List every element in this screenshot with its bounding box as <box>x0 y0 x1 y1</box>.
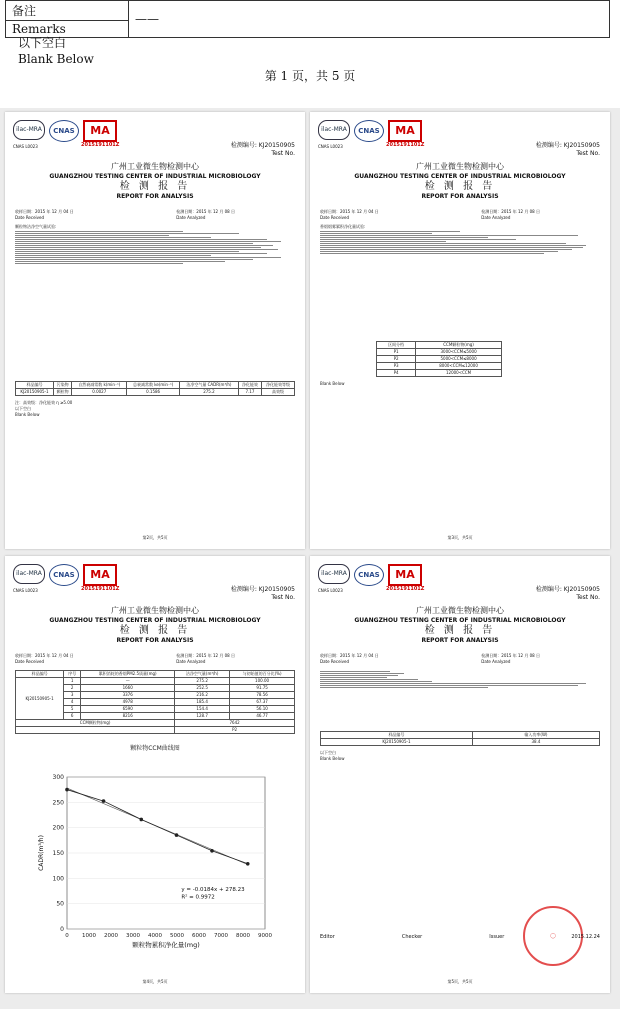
cnas-number: CNAS L0023 <box>13 588 38 593</box>
sheet-footer: 第3页，共5页 <box>447 535 473 540</box>
sheet3-body <box>320 224 600 387</box>
table-cell: 6 <box>64 713 81 720</box>
result-table <box>15 381 295 396</box>
data-point <box>102 799 106 803</box>
ilac-logo: ilac-MRA <box>13 120 45 140</box>
ma-logo: MA <box>388 564 422 586</box>
table-row <box>377 370 502 377</box>
cnas-logo: CNAS <box>49 564 79 586</box>
subject: 颗粒物洁净空气量试验: <box>15 224 57 229</box>
table-cell: 1 <box>64 678 81 685</box>
report-number <box>536 142 600 158</box>
power-table <box>320 731 600 746</box>
blank-below-cn: 以下空白 <box>15 406 31 411</box>
remarks-value: —— <box>129 1 610 38</box>
date-analyzed-cn: 检测日期：2015 年 12 月 08 日 <box>481 209 540 214</box>
report-dates <box>320 653 600 664</box>
data-point <box>65 788 69 792</box>
y-tick-label: 150 <box>52 850 64 857</box>
center-en: GUANGZHOU TESTING CENTER OF INDUSTRIAL MICROBIOLOGY <box>354 617 566 624</box>
table-cell: 3000<CCM≤5000 <box>416 349 502 356</box>
cnas-number: CNAS L0023 <box>318 144 343 149</box>
x-tick-label: 5000 <box>170 933 184 939</box>
title-en: REPORT FOR ANALYSIS <box>116 193 194 200</box>
procedure-text-block <box>320 671 600 731</box>
procedure-text-block <box>320 231 600 341</box>
table-cell: 3 <box>64 692 81 699</box>
table-row <box>377 349 502 356</box>
date-analyzed <box>176 209 235 220</box>
x-tick-label: 9000 <box>258 933 272 939</box>
date-analyzed-en: Date Analyzed <box>176 658 206 664</box>
power-value: 38.4 <box>472 739 599 746</box>
date-received: 收样日期：2015 年 12 月 04 日 <box>320 653 379 658</box>
table-cell: 185.4 <box>175 699 230 706</box>
table-cell: 275.2 <box>175 678 230 685</box>
table-cell: 56.10 <box>230 706 295 713</box>
report-sheet-2 <box>5 112 305 549</box>
table-header-cell: 序号 <box>64 671 81 678</box>
data-point <box>175 833 179 837</box>
x-tick-label: 2000 <box>104 933 118 939</box>
test-no: Test No. <box>271 594 295 601</box>
table-cell: 12000<CCM <box>416 370 502 377</box>
sheet-footer: 第2页，共5页 <box>142 535 168 540</box>
x-tick-label: 0 <box>65 933 69 939</box>
table-cell: 5000<CCM≤8000 <box>416 356 502 363</box>
table-cell: 46.77 <box>230 713 295 720</box>
title-en: REPORT FOR ANALYSIS <box>116 637 194 644</box>
sig-checker: Checker <box>401 934 423 940</box>
remarks-label-en: Remarks <box>6 21 129 38</box>
table-cell: 67.37 <box>230 699 295 706</box>
x-tick-label: 4000 <box>148 933 162 939</box>
power-th-sample: 样品编号 <box>321 732 473 739</box>
report-heading <box>310 162 610 202</box>
table-header-cell: 洁净空气量 CADR(m³/h) <box>180 382 239 389</box>
blank-below <box>18 35 94 67</box>
report-number <box>231 586 295 602</box>
power-th-power: 输入功率(W) <box>472 732 599 739</box>
grade-value: P2 <box>175 727 295 734</box>
ccm-label: CCM颗粒物(mg) <box>16 720 175 727</box>
x-tick-label: 6000 <box>192 933 206 939</box>
y-tick-label: 0 <box>60 926 64 933</box>
table-cell: 154.4 <box>175 706 230 713</box>
y-axis-label: CADR(m³/h) <box>38 835 45 871</box>
table-cell: 0.0027 <box>72 389 127 396</box>
title-cn: 检 测 报 告 <box>424 181 496 192</box>
table-header-cell: 样品编号 <box>16 671 64 678</box>
cnas-number: CNAS L0023 <box>318 588 343 593</box>
cnas-logo: CNAS <box>49 120 79 142</box>
table-cell: 275.2 <box>180 389 239 396</box>
ma-logo: MA <box>83 564 117 586</box>
table-cell: KJ20150905-1 <box>16 389 54 396</box>
date-analyzed-cn: 检测日期：2015 年 12 月 08 日 <box>176 209 235 214</box>
table-cell: 252.5 <box>175 685 230 692</box>
grade-table <box>376 341 502 377</box>
report-no: 检测编号: KJ20150905 <box>230 586 295 593</box>
procedure-text-block <box>15 231 295 381</box>
table-cell: P4 <box>377 370 416 377</box>
report-no: 检测编号: KJ20150905 <box>535 586 600 593</box>
y-tick-label: 100 <box>52 875 64 883</box>
data-line <box>67 790 248 864</box>
title-en: REPORT FOR ANALYSIS <box>421 193 499 200</box>
x-tick-label: 1000 <box>82 933 96 939</box>
table-cell: 7.17 <box>238 389 261 396</box>
date-received-en: Date Received <box>15 214 45 220</box>
report-dates <box>320 209 600 220</box>
report-no: 检测编号: KJ20150905 <box>535 142 600 149</box>
ma-logo: MA <box>83 120 117 142</box>
sheet4-body <box>15 670 295 752</box>
date-received-en: Date Received <box>320 658 350 664</box>
table-cell: 78.56 <box>230 692 295 699</box>
remarks-label-cn: 备注 <box>6 1 129 21</box>
date-received: 收样日期：2015 年 12 月 04 日 <box>15 209 74 214</box>
data-point <box>139 818 143 822</box>
table-header-cell: 样品编号 <box>16 382 54 389</box>
report-heading <box>310 606 610 646</box>
date-analyzed <box>481 209 540 220</box>
date-analyzed-en: Date Analyzed <box>481 214 511 220</box>
date-analyzed-en: Date Analyzed <box>176 214 206 220</box>
sig-issuer: Issuer <box>489 934 505 940</box>
table-row <box>377 356 502 363</box>
table-cell: 高效级 <box>262 389 295 396</box>
table-header-cell: 净化能效 <box>238 382 261 389</box>
date-received-en: Date Received <box>320 214 350 220</box>
table-cell: 0.1586 <box>127 389 180 396</box>
report-sheet-3 <box>310 112 610 549</box>
table-header-cell: 总衰减常数 ke(min⁻¹) <box>127 382 180 389</box>
table-header-cell: 区间分档 <box>377 342 416 349</box>
previous-page-tail <box>0 0 620 109</box>
table-cell: 6590 <box>81 706 175 713</box>
date-analyzed <box>481 653 540 664</box>
ilac-logo: ilac-MRA <box>13 564 45 584</box>
y-tick-label: 50 <box>56 900 64 908</box>
table-cell: P3 <box>377 363 416 370</box>
sheet5-body <box>320 670 600 762</box>
ma-number: 2015191101Z <box>81 142 120 148</box>
table-row <box>377 363 502 370</box>
report-no: 检测编号: KJ20150905 <box>230 142 295 149</box>
table-header-cell: 与初始值的百分比(%) <box>230 671 295 678</box>
table-header-cell: 自然衰减常数 k(min⁻¹) <box>72 382 127 389</box>
table-cell: 4978 <box>81 699 175 706</box>
x-tick-label: 8000 <box>236 933 250 939</box>
table-cell: 216.2 <box>175 692 230 699</box>
date-analyzed-en: Date Analyzed <box>481 658 511 664</box>
title-cn: 检 测 报 告 <box>119 181 191 192</box>
table-cell: 8000<CCM≤12000 <box>416 363 502 370</box>
table-cell: 4 <box>64 699 81 706</box>
blank-below-en: Blank Below <box>320 381 345 386</box>
date-analyzed-cn: 检测日期：2015 年 12 月 08 日 <box>481 653 540 658</box>
report-heading <box>5 162 305 202</box>
blank-below-en: Blank Below <box>18 52 94 66</box>
center-en: GUANGZHOU TESTING CENTER OF INDUSTRIAL MICROBIOLOGY <box>49 173 261 180</box>
y-tick-label: 300 <box>52 774 64 781</box>
title-cn: 检 测 报 告 <box>424 625 496 636</box>
cnas-logo: CNAS <box>354 564 384 586</box>
report-number <box>536 586 600 602</box>
data-point <box>246 862 250 866</box>
date-received: 收样日期：2015 年 12 月 04 日 <box>320 209 379 214</box>
x-axis-label: 颗粒物累积净化量(mg) <box>132 941 200 949</box>
sample-cell: KJ20150905-1 <box>16 678 64 720</box>
table-cell: 颗粒物 <box>54 389 72 396</box>
report-sheet-4 <box>5 556 305 993</box>
fit-equation: y = -0.0184x + 278.23 <box>181 887 245 893</box>
center-en: GUANGZHOU TESTING CENTER OF INDUSTRIAL MICROBIOLOGY <box>354 173 566 180</box>
cnas-logo: CNAS <box>354 120 384 142</box>
date-received: 收样日期：2015 年 12 月 04 日 <box>15 653 74 658</box>
sheet-footer: 第5页，共5页 <box>447 979 473 984</box>
report-dates <box>15 653 295 664</box>
r-squared: R² = 0.9972 <box>181 894 215 901</box>
table-cell: — <box>81 678 175 685</box>
ma-number: 2015191101Z <box>81 586 120 592</box>
test-no: Test No. <box>271 150 295 157</box>
table-cell: 3376 <box>81 692 175 699</box>
blank-below-en: Blank Below <box>15 412 40 417</box>
blank-below-en: Blank Below <box>320 756 345 761</box>
table-header-cell: 洁净空气量(m³/h) <box>175 671 230 678</box>
report-number <box>231 142 295 158</box>
center-cn: 广州工业微生物检测中心 <box>111 162 199 171</box>
official-seal: ◯ <box>523 906 583 966</box>
test-no: Test No. <box>576 150 600 157</box>
ma-logo: MA <box>388 120 422 142</box>
table-cell: 8216 <box>81 713 175 720</box>
ccm-value: 7642 <box>175 720 295 727</box>
table-cell: 5 <box>64 706 81 713</box>
note: 注：高效级：净化能效 η ≥5.00 <box>15 400 73 405</box>
sheet-footer: 第4页，共5页 <box>142 979 168 984</box>
x-tick-label: 3000 <box>126 933 140 939</box>
table-cell: 2 <box>64 685 81 692</box>
table-cell: 91.75 <box>230 685 295 692</box>
center-cn: 广州工业微生物检测中心 <box>416 162 504 171</box>
table-header-cell: CCM颗粒物(mg) <box>416 342 502 349</box>
signature-row <box>320 934 600 940</box>
cnas-number: CNAS L0023 <box>13 144 38 149</box>
x-tick-label: 7000 <box>214 933 228 939</box>
ilac-logo: ilac-MRA <box>318 564 350 584</box>
sheet2-body <box>15 224 295 418</box>
report-sheet-5 <box>310 556 610 993</box>
ccm-table <box>15 670 295 734</box>
chart-title: 颗粒物CCM曲线图 <box>130 745 180 752</box>
ccm-chart <box>33 769 275 953</box>
ilac-logo: ilac-MRA <box>318 120 350 140</box>
table-header-cell: 净化能效等级 <box>262 382 295 389</box>
subject: 香烟烟雾累积净化量试验: <box>320 224 366 229</box>
date-received-en: Date Received <box>15 658 45 664</box>
sig-editor: Editor <box>320 934 335 940</box>
date-analyzed-cn: 检测日期：2015 年 12 月 08 日 <box>176 653 235 658</box>
center-cn: 广州工业微生物检测中心 <box>416 606 504 615</box>
report-dates <box>15 209 295 220</box>
center-en: GUANGZHOU TESTING CENTER OF INDUSTRIAL MICROBIOLOGY <box>49 617 261 624</box>
title-cn: 检 测 报 告 <box>119 625 191 636</box>
table-cell: 1660 <box>81 685 175 692</box>
remarks-table <box>5 0 610 38</box>
table-cell: P2 <box>377 356 416 363</box>
table-cell: 128.7 <box>175 713 230 720</box>
ma-number: 2015191101Z <box>386 142 425 148</box>
center-cn: 广州工业微生物检测中心 <box>111 606 199 615</box>
sig-date: 2015.12.24 <box>571 934 600 940</box>
y-tick-label: 200 <box>52 824 64 832</box>
power-sample: KJ20150905-1 <box>321 739 473 746</box>
ma-number: 2015191101Z <box>386 586 425 592</box>
y-tick-label: 250 <box>52 799 64 807</box>
report-heading <box>5 606 305 646</box>
table-cell: 100.00 <box>230 678 295 685</box>
page-number: 第 1 页，共 5 页 <box>264 69 356 83</box>
table-header-cell: 累积消耗的香烟PM2.5质量(mg) <box>81 671 175 678</box>
blank-below-cn: 以下空白 <box>18 36 67 50</box>
title-en: REPORT FOR ANALYSIS <box>421 637 499 644</box>
table-header-cell: 污染物 <box>54 382 72 389</box>
blank-below-cn: 以下空白 <box>320 750 336 755</box>
table-cell: P1 <box>377 349 416 356</box>
data-point <box>210 849 214 853</box>
table-row <box>16 678 295 685</box>
date-analyzed <box>176 653 235 664</box>
test-no: Test No. <box>576 594 600 601</box>
